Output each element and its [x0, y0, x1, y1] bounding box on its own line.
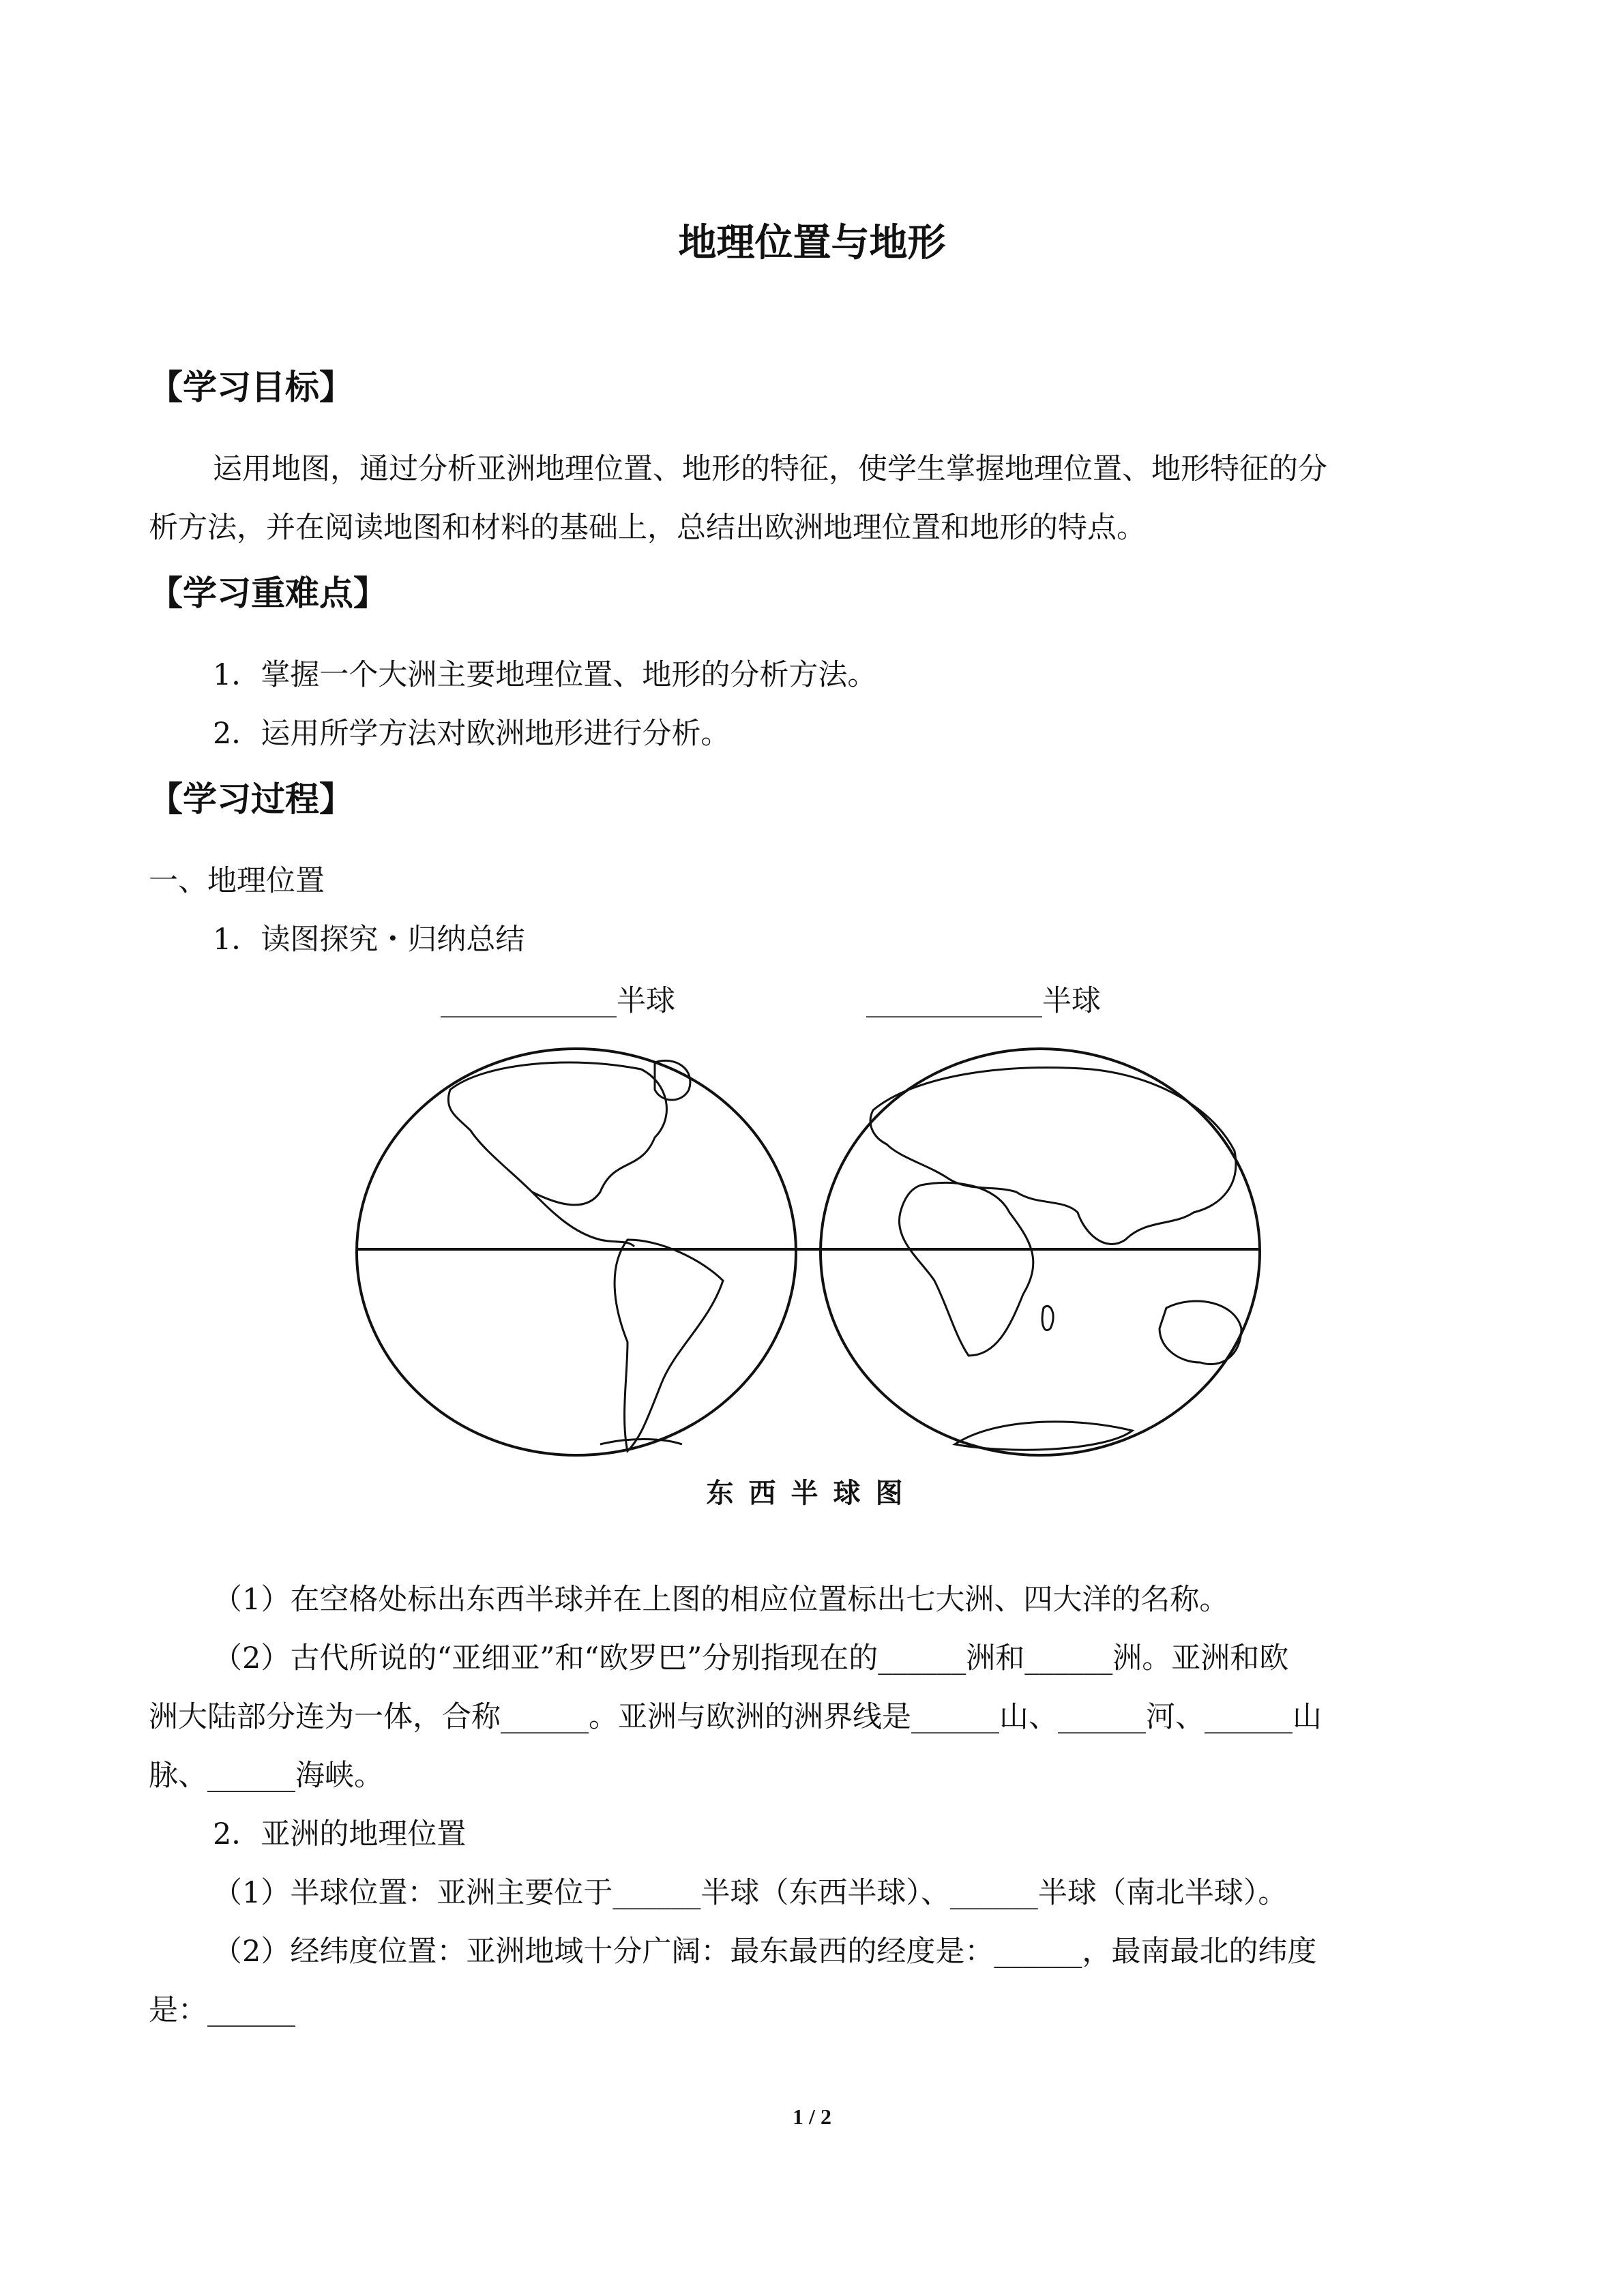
question-1: （1）在空格处标出东西半球并在上图的相应位置标出七大洲、四大洋的名称。	[213, 1583, 1229, 1617]
western-hemisphere-outline	[357, 1049, 796, 1455]
item2-question-2-line1: （2）经纬度位置：亚洲地域十分广阔：最东最西的经度是：______，最南最北的纬度	[213, 1935, 1317, 1969]
objectives-paragraph-line1: 运用地图，通过分析亚洲地理位置、地形的特征，使学生掌握地理位置、地形特征的分	[213, 452, 1327, 486]
hemispheres-map-svg	[355, 1035, 1269, 1472]
part1-item1: 1．读图探究・归纳总结	[213, 923, 525, 957]
process-heading: 【学习过程】	[149, 779, 353, 819]
item2-question-1: （1）半球位置：亚洲主要位于______半球（东西半球）、______半球（南北半球）。	[213, 1876, 1288, 1910]
page-title: 地理位置与地形	[678, 221, 946, 265]
north-america-outline	[448, 1062, 666, 1205]
question-2-line3: 脉、______海峡。	[149, 1759, 383, 1793]
objectives-paragraph-line2: 析方法，并在阅读地图和材料的基础上，总结出欧洲地理位置和地形的特点。	[149, 511, 1146, 545]
antarctica-west-outline	[600, 1440, 682, 1445]
item2-question-2-line2: 是：______	[149, 1993, 295, 2027]
part1-item2: 2．亚洲的地理位置	[213, 1817, 467, 1851]
hemisphere-label-left: ____________半球	[441, 984, 675, 1018]
eurasia-outline	[870, 1068, 1236, 1244]
greenland-outline	[655, 1060, 690, 1100]
central-america-outline	[532, 1192, 634, 1247]
page-number: 1 / 2	[793, 2104, 831, 2129]
question-2-line1: （2）古代所说的“亚细亚”和“欧罗巴”分别指现在的______洲和______洲。亚洲和欧	[213, 1641, 1289, 1675]
south-america-outline	[615, 1240, 723, 1451]
keypoint-1: 1．掌握一个大洲主要地理位置、地形的分析方法。	[213, 658, 877, 692]
map-caption: 东西半球图	[706, 1478, 918, 1509]
eastern-hemisphere-outline	[821, 1049, 1260, 1455]
madagascar-outline	[1042, 1306, 1053, 1330]
hemispheres-map	[355, 1035, 1269, 1472]
keypoints-heading: 【学习重难点】	[149, 573, 387, 613]
objectives-heading: 【学习目标】	[149, 368, 353, 407]
keypoint-2: 2．运用所学方法对欧洲地形进行分析。	[213, 717, 730, 751]
hemisphere-label-right: ____________半球	[866, 984, 1101, 1018]
africa-outline	[899, 1182, 1033, 1356]
question-2-line2: 洲大陆部分连为一体，合称______。亚洲与欧洲的洲界线是______山、______河、______山	[149, 1700, 1322, 1734]
part1-heading: 一、地理位置	[149, 864, 325, 898]
